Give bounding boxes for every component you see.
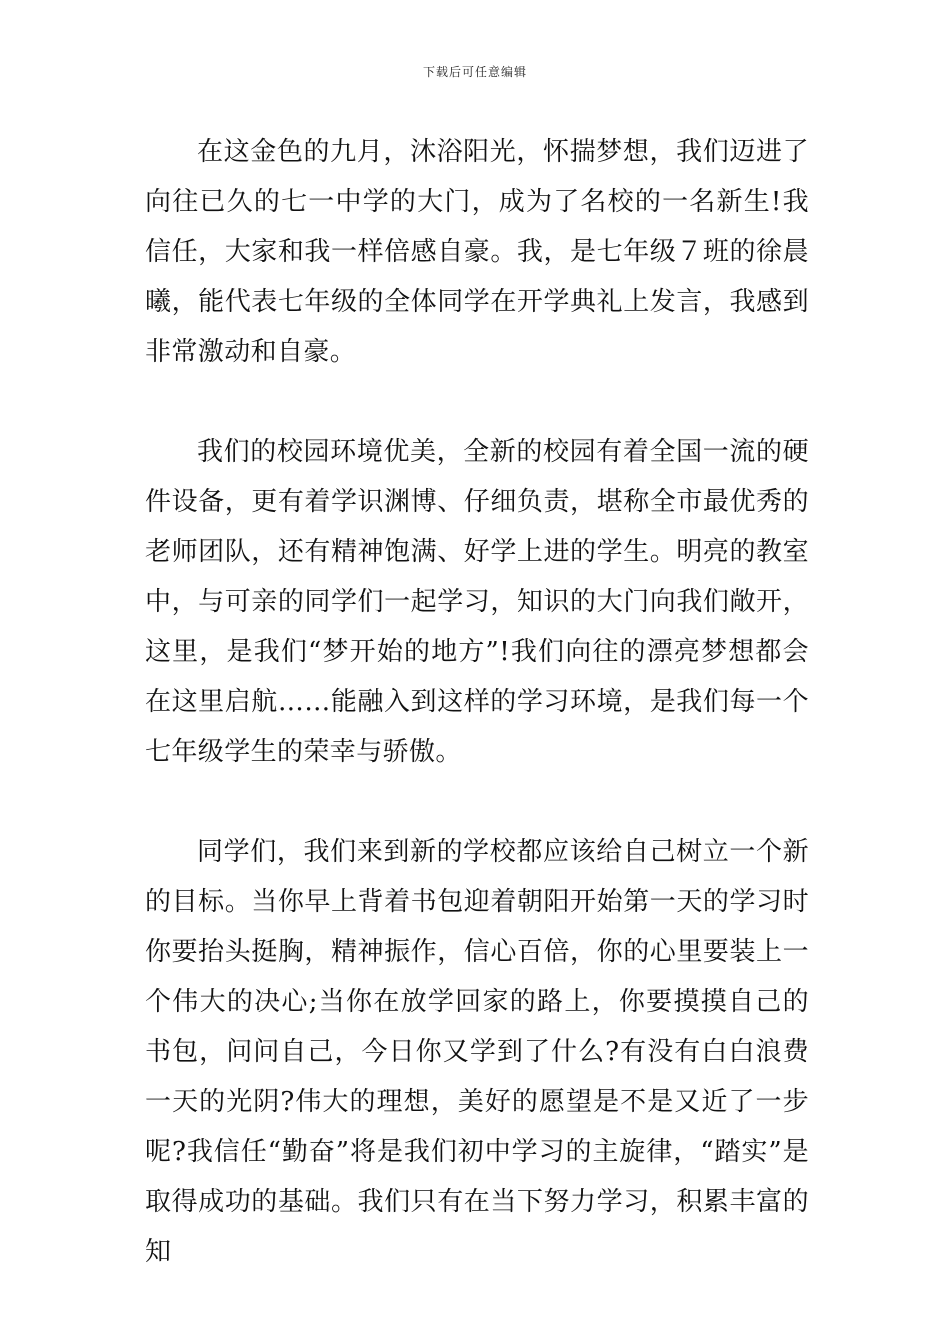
paragraph-1: 在这金色的九月，沐浴阳光，怀揣梦想，我们迈进了向往已久的七一中学的大门，成为了名校的一名新生!我信任，大家和我一样倍感自豪。我，是七年级７班的徐晨曦，能代表七年级的全体同学在开学典礼上发言，我感到非常激动和自豪。 [145,137,809,367]
page-header: 下载后可任意编辑 [422,65,527,79]
paragraph-2: 我们的校园环境优美，全新的校园有着全国一流的硬件设备，更有着学识渊博、仔细负责，堪称全市最优秀的老师团队，还有精神饱满、好学上进的学生。明亮的教室中，与可亲的同学们一起学习，知识的大门向我们敞开，这里，是我们“梦开始的地方”!我们向往的漂亮梦想都会在这里启航……能融入到这样的学习环境，是我们每一个七年级学生的荣幸与骄傲。 [145,437,809,767]
document-body [145,127,809,1277]
paragraph-3: 同学们，我们来到新的学校都应该给自己树立一个新的目标。当你早上背着书包迎着朝阳开始第一天的学习时你要抬头挺胸，精神振作，信心百倍，你的心里要装上一个伟大的决心;当你在放学回家的路上，你要摸摸自己的书包，问问自己，今日你又学到了什么?有没有白白浪费一天的光阴?伟大的理想，美好的愿望是不是又近了一步呢?我信任“勤奋”将是我们初中学习的主旋律，“踏实”是取得成功的基础。我们只有在当下努力学习，积累丰富的知 [145,837,809,1267]
